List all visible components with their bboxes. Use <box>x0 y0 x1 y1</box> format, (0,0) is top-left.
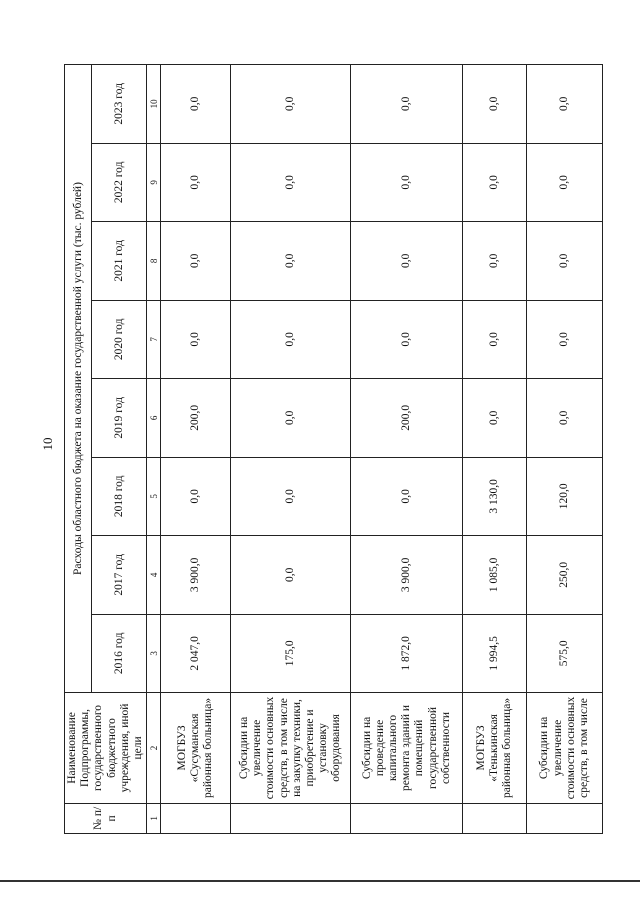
row-value: 1 994,5 <box>463 614 527 693</box>
row-num <box>231 803 351 833</box>
column-number: 6 <box>147 379 161 458</box>
rotated-table-container <box>64 64 598 834</box>
row-value: 0,0 <box>231 65 351 144</box>
row-value: 0,0 <box>463 65 527 144</box>
header-row-1 <box>65 65 92 834</box>
row-num <box>161 803 231 833</box>
row-value: 0,0 <box>231 300 351 379</box>
row-value: 0,0 <box>351 65 463 144</box>
column-number: 1 <box>147 803 161 833</box>
row-value: 1 085,0 <box>463 536 527 615</box>
row-value: 0,0 <box>231 379 351 458</box>
header-num: № п/п <box>65 803 147 833</box>
header-year: 2023 год <box>92 65 147 144</box>
row-value: 0,0 <box>463 222 527 301</box>
column-number: 7 <box>147 300 161 379</box>
row-value: 0,0 <box>161 300 231 379</box>
row-value: 250,0 <box>527 536 603 615</box>
row-value: 0,0 <box>231 457 351 536</box>
header-year: 2022 год <box>92 143 147 222</box>
column-number-row <box>147 65 161 834</box>
row-value: 0,0 <box>527 300 603 379</box>
row-name: МОГБУЗ «Сусуманская районная больница» <box>161 693 231 804</box>
row-name: Субсидии на проведение капитального ремонта зданий и помещений государственной собственности <box>351 693 463 804</box>
column-number: 3 <box>147 614 161 693</box>
header-expenses-title: Расходы областного бюджета на оказание государственной услуги (тыс. рублей) <box>65 65 92 693</box>
row-value: 575,0 <box>527 614 603 693</box>
table-row <box>161 65 231 834</box>
row-value: 175,0 <box>231 614 351 693</box>
row-value: 1 872,0 <box>351 614 463 693</box>
budget-table <box>64 64 603 834</box>
row-value: 3 130,0 <box>463 457 527 536</box>
page-number: 10 <box>40 437 55 451</box>
budget-table-wrapper <box>64 64 598 834</box>
row-name: Субсидии на увеличение стоимости основных средств, в том числе <box>527 693 603 804</box>
bottom-rule <box>0 880 640 882</box>
row-name: Субсидии на увеличение стоимости основных средств, в том числе на закупку техники, приобретение и установку оборудования <box>231 693 351 804</box>
row-value: 0,0 <box>351 300 463 379</box>
table-row <box>527 65 603 834</box>
table-row <box>231 65 351 834</box>
row-value: 0,0 <box>527 143 603 222</box>
header-year: 2018 год <box>92 457 147 536</box>
column-number: 4 <box>147 536 161 615</box>
header-year: 2017 год <box>92 536 147 615</box>
row-value: 0,0 <box>351 143 463 222</box>
header-name: Наименование Подпрограммы, государственного бюджетного учреждения, иной цели <box>65 693 147 804</box>
row-num <box>463 803 527 833</box>
header-year: 2020 год <box>92 300 147 379</box>
row-value: 0,0 <box>463 379 527 458</box>
row-value: 0,0 <box>161 143 231 222</box>
row-name: МОГБУЗ «Тенькинская районная больница» <box>463 693 527 804</box>
row-value: 3 900,0 <box>351 536 463 615</box>
row-value: 0,0 <box>351 457 463 536</box>
row-value: 3 900,0 <box>161 536 231 615</box>
row-value: 0,0 <box>527 222 603 301</box>
column-number: 10 <box>147 65 161 144</box>
column-number: 2 <box>147 693 161 804</box>
row-value: 0,0 <box>463 300 527 379</box>
row-value: 200,0 <box>351 379 463 458</box>
row-value: 0,0 <box>527 65 603 144</box>
column-number: 5 <box>147 457 161 536</box>
row-value: 0,0 <box>231 222 351 301</box>
row-num <box>351 803 463 833</box>
row-num <box>527 803 603 833</box>
row-value: 0,0 <box>161 457 231 536</box>
row-value: 0,0 <box>231 536 351 615</box>
row-value: 2 047,0 <box>161 614 231 693</box>
row-value: 0,0 <box>351 222 463 301</box>
row-value: 120,0 <box>527 457 603 536</box>
row-value: 0,0 <box>161 65 231 144</box>
row-value: 200,0 <box>161 379 231 458</box>
row-value: 0,0 <box>527 379 603 458</box>
row-value: 0,0 <box>231 143 351 222</box>
column-number: 9 <box>147 143 161 222</box>
row-value: 0,0 <box>463 143 527 222</box>
table-row <box>351 65 463 834</box>
header-year: 2019 год <box>92 379 147 458</box>
row-value: 0,0 <box>161 222 231 301</box>
table-row <box>463 65 527 834</box>
header-year: 2016 год <box>92 614 147 693</box>
column-number: 8 <box>147 222 161 301</box>
header-year: 2021 год <box>92 222 147 301</box>
